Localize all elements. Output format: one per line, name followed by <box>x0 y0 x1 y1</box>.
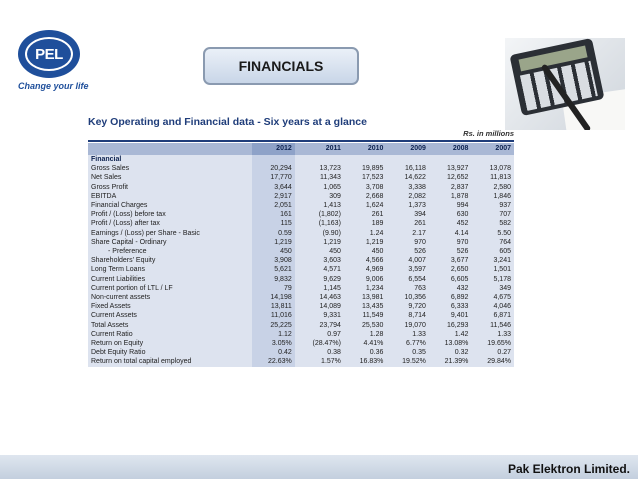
value-cell: 6,554 <box>386 275 429 284</box>
table-row <box>88 330 514 339</box>
value-cell: 4,675 <box>471 293 514 302</box>
value-cell <box>295 155 344 164</box>
value-cell: 452 <box>429 219 472 228</box>
value-cell: 1,373 <box>386 201 429 210</box>
value-cell: 1,624 <box>344 201 387 210</box>
table-row <box>88 339 514 348</box>
value-cell: (28.47%) <box>295 339 344 348</box>
row-label: Return on total capital employed <box>88 357 252 366</box>
table-row <box>88 173 514 182</box>
value-cell: 2.17 <box>386 229 429 238</box>
value-cell: 9,331 <box>295 311 344 320</box>
value-cell: 29.84% <box>471 357 514 366</box>
footer-company-name: Pak Elektron Limited. <box>507 462 630 476</box>
row-label: Profit / (Loss) before tax <box>88 210 252 219</box>
value-cell: 9,006 <box>344 275 387 284</box>
calculator-photo <box>505 38 625 130</box>
value-cell: 4,571 <box>295 265 344 274</box>
value-cell: 14,089 <box>295 302 344 311</box>
table-row <box>88 275 514 284</box>
row-label: Total Assets <box>88 321 252 330</box>
value-cell: 9,832 <box>252 275 295 284</box>
financial-table <box>88 143 514 367</box>
value-cell: 17,523 <box>344 173 387 182</box>
row-label: Share Capital - Ordinary <box>88 238 252 247</box>
value-cell: 6,892 <box>429 293 472 302</box>
value-cell: 3.05% <box>252 339 295 348</box>
value-cell: 13,723 <box>295 164 344 173</box>
value-cell: 707 <box>471 210 514 219</box>
value-cell: 115 <box>252 219 295 228</box>
value-cell: 3,708 <box>344 183 387 192</box>
row-label: Fixed Assets <box>88 302 252 311</box>
row-label: Net Sales <box>88 173 252 182</box>
value-cell: 11,343 <box>295 173 344 182</box>
value-cell: 764 <box>471 238 514 247</box>
value-cell: 1,219 <box>344 238 387 247</box>
financial-data-panel <box>88 112 514 428</box>
value-cell: 309 <box>295 192 344 201</box>
value-cell <box>471 155 514 164</box>
value-cell: 11,813 <box>471 173 514 182</box>
value-cell: 5,621 <box>252 265 295 274</box>
header-label-cell <box>88 143 252 155</box>
value-cell: 1,878 <box>429 192 472 201</box>
value-cell: 582 <box>471 219 514 228</box>
value-cell: 2,837 <box>429 183 472 192</box>
value-cell: 1,145 <box>295 284 344 293</box>
value-cell: 22.63% <box>252 357 295 366</box>
value-cell: 17,770 <box>252 173 295 182</box>
value-cell: 3,677 <box>429 256 472 265</box>
value-cell: 994 <box>429 201 472 210</box>
slide-title-box <box>203 47 359 85</box>
value-cell: (9.90) <box>295 229 344 238</box>
header-year-2009: 2009 <box>386 143 429 155</box>
value-cell: 261 <box>344 210 387 219</box>
value-cell: 14,622 <box>386 173 429 182</box>
value-cell: 4.41% <box>344 339 387 348</box>
value-cell: 1,234 <box>344 284 387 293</box>
heading-rule <box>88 140 514 142</box>
value-cell: 3,597 <box>386 265 429 274</box>
value-cell: 2,082 <box>386 192 429 201</box>
value-cell: 0.97 <box>295 330 344 339</box>
table-body <box>88 155 514 367</box>
value-cell: 13.08% <box>429 339 472 348</box>
value-cell: 3,338 <box>386 183 429 192</box>
value-cell: 3,644 <box>252 183 295 192</box>
value-cell <box>344 155 387 164</box>
table-row <box>88 164 514 173</box>
value-cell: 6,871 <box>471 311 514 320</box>
header-year-2010: 2010 <box>344 143 387 155</box>
value-cell: 1,219 <box>295 238 344 247</box>
value-cell: 14,463 <box>295 293 344 302</box>
value-cell: 5.50 <box>471 229 514 238</box>
row-label: Non-current assets <box>88 293 252 302</box>
value-cell: 4,007 <box>386 256 429 265</box>
value-cell: 432 <box>429 284 472 293</box>
value-cell: 0.27 <box>471 348 514 357</box>
value-cell: (1,163) <box>295 219 344 228</box>
value-cell: 13,927 <box>429 164 472 173</box>
value-cell: 10,356 <box>386 293 429 302</box>
value-cell: 394 <box>386 210 429 219</box>
table-row <box>88 265 514 274</box>
value-cell: 11,016 <box>252 311 295 320</box>
value-cell: 2,668 <box>344 192 387 201</box>
value-cell: 5,178 <box>471 275 514 284</box>
header-year-2007: 2007 <box>471 143 514 155</box>
table-row <box>88 201 514 210</box>
value-cell: 12,652 <box>429 173 472 182</box>
value-cell: 0.42 <box>252 348 295 357</box>
panel-heading: Key Operating and Financial data - Six years at a glance <box>88 116 367 128</box>
value-cell: 526 <box>386 247 429 256</box>
value-cell: 937 <box>471 201 514 210</box>
table-row <box>88 183 514 192</box>
value-cell: 1.33 <box>386 330 429 339</box>
value-cell: 14,198 <box>252 293 295 302</box>
table-row <box>88 321 514 330</box>
value-cell: 16,118 <box>386 164 429 173</box>
row-label: Gross Profit <box>88 183 252 192</box>
value-cell: 4.14 <box>429 229 472 238</box>
table-row <box>88 256 514 265</box>
header-year-2008: 2008 <box>429 143 472 155</box>
value-cell: 11,549 <box>344 311 387 320</box>
table-row <box>88 155 514 164</box>
value-cell: 1.28 <box>344 330 387 339</box>
row-label: Long Term Loans <box>88 265 252 274</box>
value-cell: 20,294 <box>252 164 295 173</box>
header-year-2011: 2011 <box>295 143 344 155</box>
value-cell: 4,046 <box>471 302 514 311</box>
row-label: Current Ratio <box>88 330 252 339</box>
value-cell: 0.38 <box>295 348 344 357</box>
value-cell: 19,895 <box>344 164 387 173</box>
value-cell: 1.24 <box>344 229 387 238</box>
value-cell: 2,580 <box>471 183 514 192</box>
value-cell: 11,546 <box>471 321 514 330</box>
row-label: Profit / (Loss) after tax <box>88 219 252 228</box>
table-row <box>88 293 514 302</box>
value-cell: 605 <box>471 247 514 256</box>
value-cell: 630 <box>429 210 472 219</box>
table-row <box>88 348 514 357</box>
value-cell: 2,051 <box>252 201 295 210</box>
value-cell: 1,065 <box>295 183 344 192</box>
value-cell: 13,435 <box>344 302 387 311</box>
table-row <box>88 238 514 247</box>
value-cell: 79 <box>252 284 295 293</box>
value-cell: 9,629 <box>295 275 344 284</box>
row-label: Financial <box>88 155 252 164</box>
value-cell: 450 <box>295 247 344 256</box>
table-row <box>88 311 514 320</box>
value-cell: 9,401 <box>429 311 472 320</box>
row-label: Return on Equity <box>88 339 252 348</box>
table-row <box>88 357 514 366</box>
pel-logo-text: PEL <box>35 45 63 63</box>
value-cell: 3,908 <box>252 256 295 265</box>
value-cell: 6,605 <box>429 275 472 284</box>
value-cell: 1,501 <box>471 265 514 274</box>
value-cell: 763 <box>386 284 429 293</box>
value-cell: 19,070 <box>386 321 429 330</box>
row-label: Shareholders' Equity <box>88 256 252 265</box>
value-cell: 1,413 <box>295 201 344 210</box>
row-label: Debt Equity Ratio <box>88 348 252 357</box>
row-label: Current Assets <box>88 311 252 320</box>
pel-logo <box>18 30 89 102</box>
value-cell: 450 <box>252 247 295 256</box>
value-cell: 16.83% <box>344 357 387 366</box>
value-cell: 0.35 <box>386 348 429 357</box>
row-label: Financial Charges <box>88 201 252 210</box>
value-cell: 0.32 <box>429 348 472 357</box>
value-cell: 3,603 <box>295 256 344 265</box>
table-row <box>88 229 514 238</box>
table-row <box>88 219 514 228</box>
value-cell: 13,078 <box>471 164 514 173</box>
value-cell: 189 <box>344 219 387 228</box>
value-cell: 349 <box>471 284 514 293</box>
value-cell: 4,969 <box>344 265 387 274</box>
value-cell: 21.39% <box>429 357 472 366</box>
value-cell: 1.42 <box>429 330 472 339</box>
value-cell: 1.12 <box>252 330 295 339</box>
value-cell: 16,293 <box>429 321 472 330</box>
value-cell: 4,566 <box>344 256 387 265</box>
value-cell: 2,650 <box>429 265 472 274</box>
value-cell: 13,811 <box>252 302 295 311</box>
value-cell: 6,333 <box>429 302 472 311</box>
pel-logo-emblem <box>18 30 80 78</box>
value-cell: (1,802) <box>295 210 344 219</box>
value-cell <box>429 155 472 164</box>
value-cell: 19.52% <box>386 357 429 366</box>
units-note: Rs. in millions <box>463 129 514 138</box>
value-cell: 0.36 <box>344 348 387 357</box>
value-cell: 450 <box>344 247 387 256</box>
value-cell: 970 <box>386 238 429 247</box>
value-cell <box>252 155 295 164</box>
row-label: EBITDA <box>88 192 252 201</box>
row-label: - Preference <box>88 247 252 256</box>
table-row <box>88 284 514 293</box>
value-cell: 161 <box>252 210 295 219</box>
value-cell: 2,917 <box>252 192 295 201</box>
value-cell: 1.33 <box>471 330 514 339</box>
table-row <box>88 247 514 256</box>
value-cell: 13,981 <box>344 293 387 302</box>
row-label: Gross Sales <box>88 164 252 173</box>
value-cell: 3,241 <box>471 256 514 265</box>
slide-title: FINANCIALS <box>238 58 324 74</box>
value-cell: 6.77% <box>386 339 429 348</box>
value-cell: 9,720 <box>386 302 429 311</box>
value-cell: 1,219 <box>252 238 295 247</box>
value-cell: 1,846 <box>471 192 514 201</box>
row-label: Current Liabilities <box>88 275 252 284</box>
value-cell: 25,530 <box>344 321 387 330</box>
value-cell: 8,714 <box>386 311 429 320</box>
table-header-row <box>88 143 514 155</box>
row-label: Current portion of LTL / LF <box>88 284 252 293</box>
header-year-2012: 2012 <box>252 143 295 155</box>
row-label: Earnings / (Loss) per Share - Basic <box>88 229 252 238</box>
value-cell: 23,794 <box>295 321 344 330</box>
value-cell: 526 <box>429 247 472 256</box>
logo-tagline: Change your life <box>18 81 89 91</box>
value-cell <box>386 155 429 164</box>
value-cell: 19.65% <box>471 339 514 348</box>
table-row <box>88 210 514 219</box>
table-row <box>88 302 514 311</box>
value-cell: 970 <box>429 238 472 247</box>
value-cell: 261 <box>386 219 429 228</box>
value-cell: 0.59 <box>252 229 295 238</box>
value-cell: 25,225 <box>252 321 295 330</box>
value-cell: 1.57% <box>295 357 344 366</box>
table-row <box>88 192 514 201</box>
